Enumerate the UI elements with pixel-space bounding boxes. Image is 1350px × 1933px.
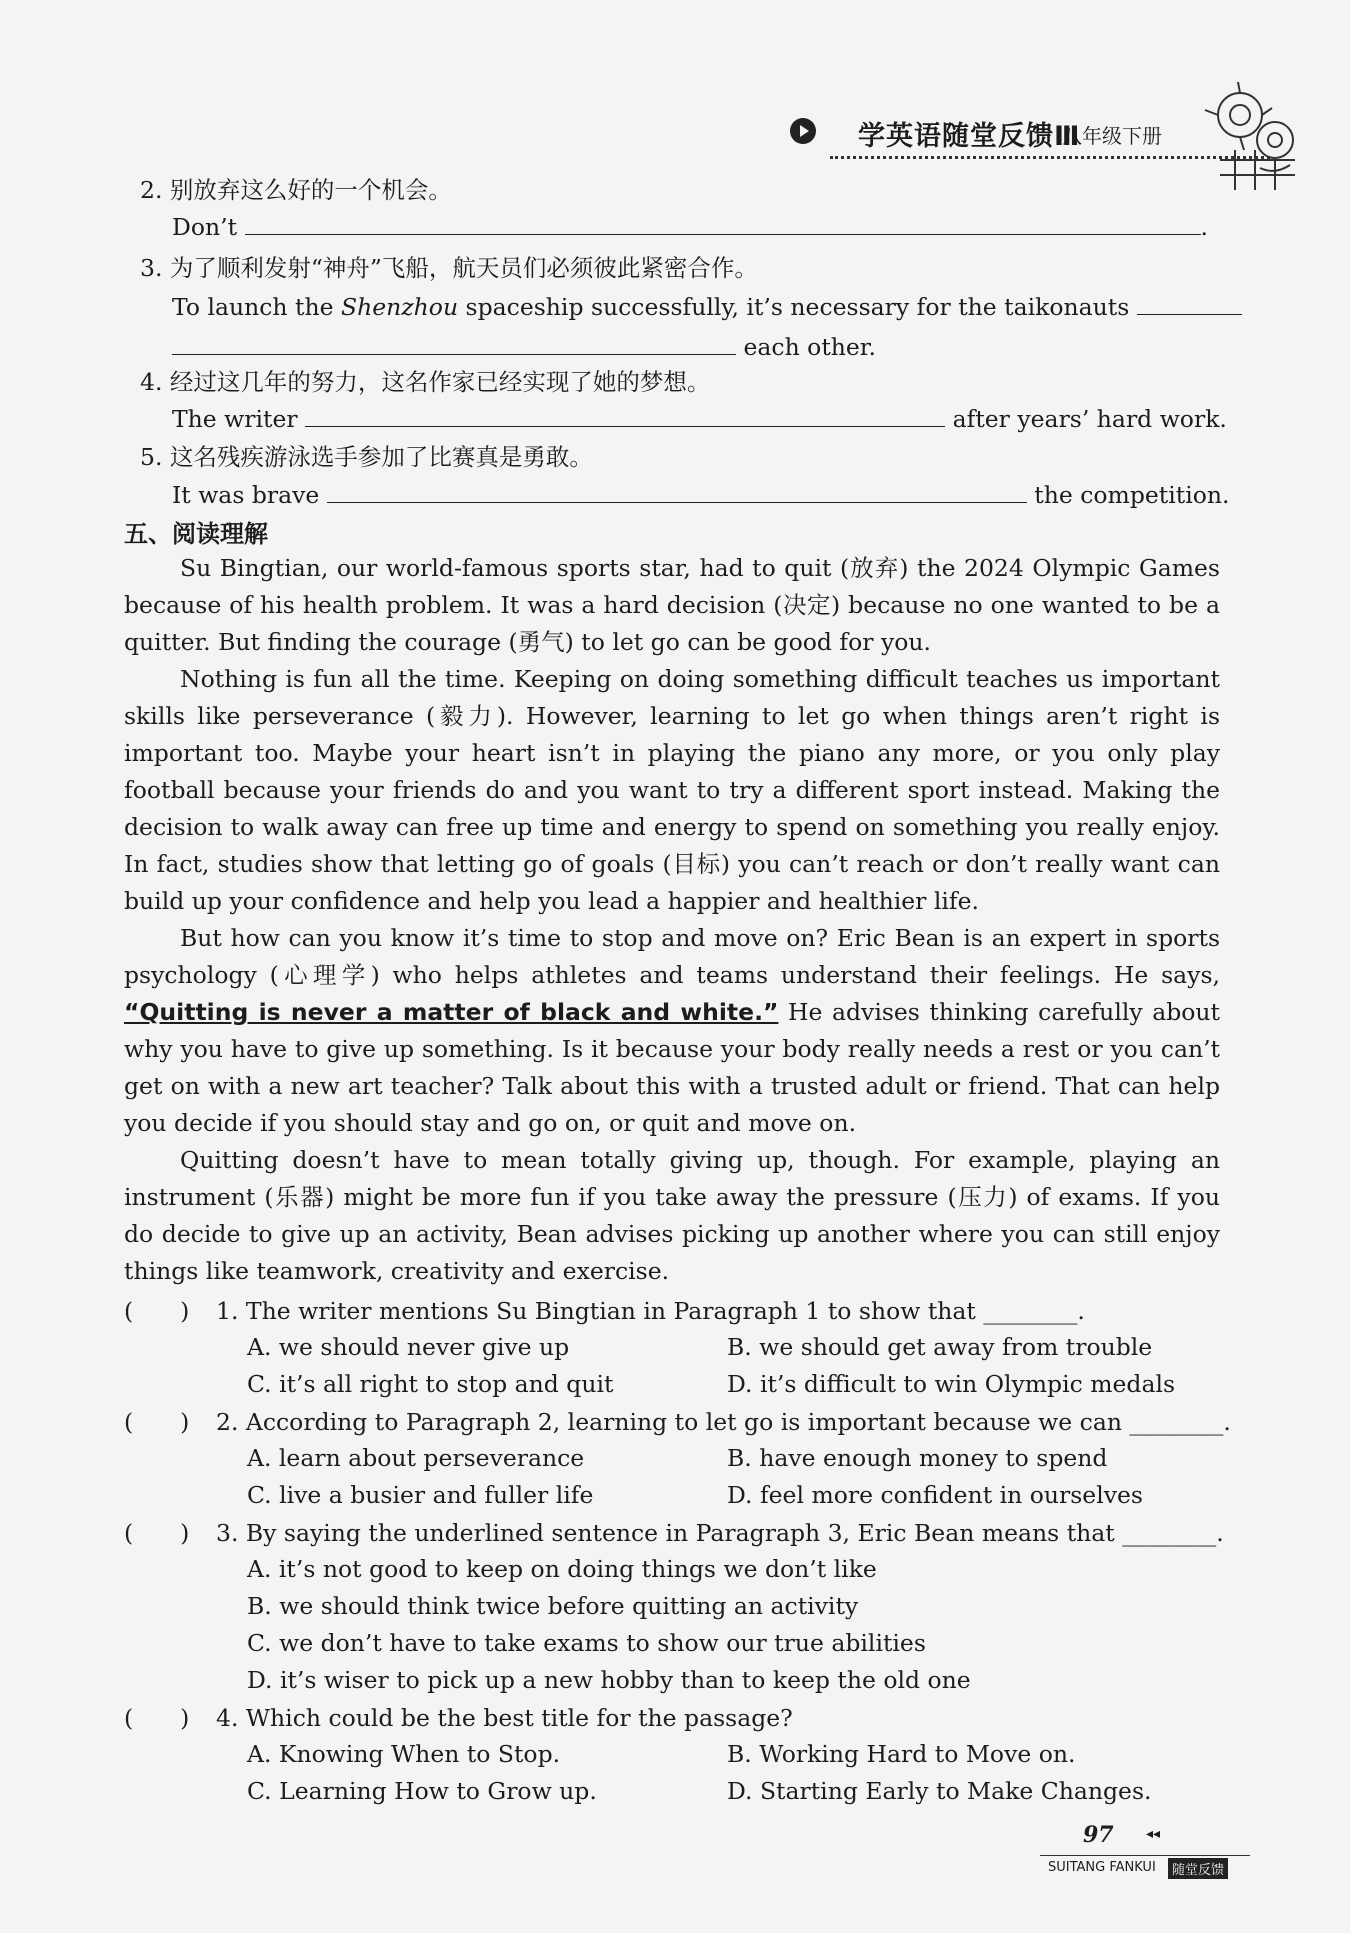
question-2-paren[interactable]: ( ): [124, 1408, 190, 1436]
play-bullet-icon: [790, 118, 816, 144]
translation-3-english-line2: [172, 330, 876, 362]
question-2-option-a[interactable]: A. learn about perseverance: [247, 1444, 585, 1472]
double-arrow-icon: ◂◂: [1146, 1826, 1161, 1842]
question-2-option-c[interactable]: C. live a busier and fuller life: [247, 1481, 594, 1509]
question-4-option-a[interactable]: A. Knowing When to Stop.: [247, 1740, 561, 1768]
translation-3-italic: Shenzhou: [341, 293, 459, 321]
translation-4-english: [172, 402, 1227, 434]
book-grade: 八年级下册: [1062, 124, 1162, 148]
translation-4-lead: The writer: [172, 405, 298, 433]
question-2-stem: 2. According to Paragraph 2, learning to let go is important because we can ________.: [216, 1408, 1231, 1436]
footer-brand-zh: 随堂反馈: [1168, 1858, 1228, 1879]
question-1-paren[interactable]: ( ): [124, 1297, 190, 1325]
question-3-paren[interactable]: ( ): [124, 1519, 190, 1547]
translation-3-blank-a[interactable]: [1137, 290, 1242, 315]
translation-5-chinese: 5. 这名残疾游泳选手参加了比赛真是勇敢。: [140, 443, 593, 471]
question-1-option-d[interactable]: D. it’s difficult to win Olympic medals: [727, 1370, 1176, 1398]
question-3-option-b[interactable]: B. we should think twice before quitting an activity: [247, 1592, 859, 1620]
translation-3-chinese: 3. 为了顺利发射“神舟”飞船，航天员们必须彼此紧密合作。: [140, 254, 758, 282]
question-4-stem: 4. Which could be the best title for the passage?: [216, 1704, 793, 1732]
question-4-option-c[interactable]: C. Learning How to Grow up.: [247, 1777, 597, 1805]
question-4-paren[interactable]: ( ): [124, 1704, 190, 1732]
footer-brand: SUITANG FANKUI: [1048, 1860, 1156, 1875]
translation-3-text-b: spaceship successfully, it’s necessary for the taikonauts: [458, 293, 1130, 321]
question-4-option-d[interactable]: D. Starting Early to Make Changes.: [727, 1777, 1152, 1805]
translation-3-text-a: To launch the: [172, 293, 341, 321]
translation-4-tail: after years’ hard work.: [952, 405, 1227, 433]
reading-passage: [124, 550, 1220, 1290]
translation-5-english: [172, 478, 1229, 510]
question-3-stem: 3. By saying the underlined sentence in Paragraph 3, Eric Bean means that ________.: [216, 1519, 1224, 1547]
translation-2-blank[interactable]: [245, 210, 1201, 235]
question-2-option-d[interactable]: D. feel more confident in ourselves: [727, 1481, 1143, 1509]
question-1-stem: 1. The writer mentions Su Bingtian in Paragraph 1 to show that ________.: [216, 1297, 1085, 1325]
translation-2-chinese: 2. 别放弃这么好的一个机会。: [140, 176, 452, 204]
question-1-option-a[interactable]: A. we should never give up: [247, 1333, 570, 1361]
translation-2-lead: Don’t: [172, 213, 238, 241]
question-1-option-c[interactable]: C. it’s all right to stop and quit: [247, 1370, 614, 1398]
question-3-option-c[interactable]: C. we don’t have to take exams to show our true abilities: [247, 1629, 926, 1657]
passage-paragraph-4: Quitting doesn’t have to mean totally giving up, though. For example, playing an instrument (乐器) might be more fun if you take away the pressure (压力) of exams. If you do decide to give up an activity, Bean advises picking up another where you can still enjoy things like teamwork, creativity and exercise.: [124, 1146, 1220, 1285]
passage-paragraph-1: Su Bingtian, our world-famous sports star, had to quit (放弃) the 2024 Olympic Games because of his health problem. It was a hard decision (决定) because no one wanted to be a quitter. But finding the courage (勇气) to let go can be good for you.: [124, 554, 1220, 656]
book-title: 学英语随堂反馈Ⅲ: [858, 121, 1081, 152]
translation-2-tail: .: [1200, 213, 1209, 241]
page-number: 97: [1083, 1822, 1114, 1848]
decorative-flower-icon: [1200, 80, 1310, 195]
p3-text-a: But how can you know it’s time to stop and move on? Eric Bean is an expert in sports psychology (心理学) who helps athletes and teams understand their feelings. He says,: [124, 924, 1220, 989]
translation-4-chinese: 4. 经过这几年的努力，这名作家已经实现了她的梦想。: [140, 368, 711, 396]
p3-text-b: He advises thinking carefully about why you have to give up something. Is it because your body really needs a rest or you can’t get on with a new art teacher? Talk about this with a trusted adult or friend. That can help you decide if you should stay and go on, or quit and move on.: [124, 998, 1220, 1137]
translation-5-blank[interactable]: [327, 478, 1027, 503]
passage-paragraph-3: [124, 920, 1220, 1142]
passage-paragraph-2: Nothing is fun all the time. Keeping on doing something difficult teaches us important skills like perseverance (毅力). However, learning to let go when things aren’t right is important too. Maybe your heart isn’t in playing the piano any more, or you only play football because your friends do and you want to try a different sport instead. Making the decision to walk away can free up time and energy to spend on something you really enjoy. In fact, studies show that letting go of goals (目标) you can’t reach or don’t really want can build up your confidence and help you lead a happier and healthier life.: [124, 665, 1220, 915]
translation-3-english: [172, 290, 1242, 322]
section-title: 五、阅读理解: [124, 520, 268, 548]
translation-3-blank-b[interactable]: [172, 330, 736, 355]
translation-5-tail: the competition.: [1034, 481, 1230, 509]
underlined-quote: “Quitting is never a matter of black and white.”: [124, 998, 779, 1026]
question-3-option-d[interactable]: D. it’s wiser to pick up a new hobby than to keep the old one: [247, 1666, 971, 1694]
translation-4-blank[interactable]: [305, 402, 945, 427]
translation-2-english: [172, 210, 1208, 242]
question-3-option-a[interactable]: A. it’s not good to keep on doing things we don’t like: [247, 1555, 877, 1583]
footer-rule: [1040, 1855, 1250, 1856]
translation-3-tail: each other.: [743, 333, 876, 361]
translation-5-lead: It was brave: [172, 481, 320, 509]
question-4-option-b[interactable]: B. Working Hard to Move on.: [727, 1740, 1076, 1768]
question-2-option-b[interactable]: B. have enough money to spend: [727, 1444, 1108, 1472]
question-1-option-b[interactable]: B. we should get away from trouble: [727, 1333, 1153, 1361]
